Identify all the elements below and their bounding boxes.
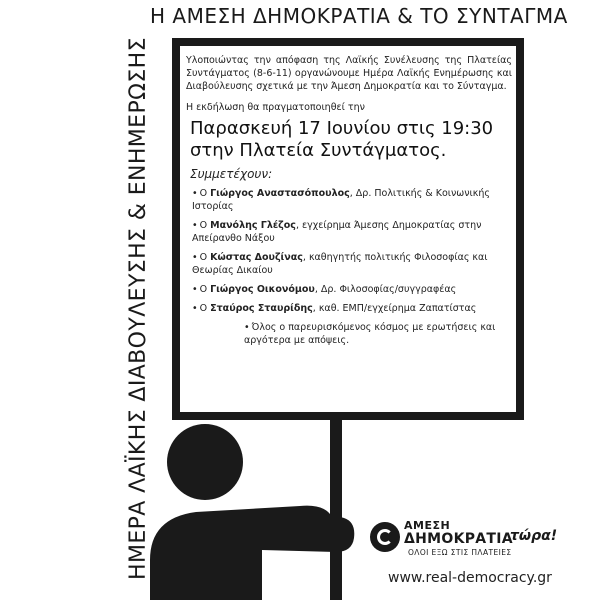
logo-text-dimokratia: ΔΗΜΟΚΡΑΤΙΑ bbox=[404, 531, 513, 547]
participant-role: , καθηγητής πολιτικής Φιλοσοφίας και Θεωρίας Δικαίου bbox=[192, 252, 488, 276]
real-democracy-logo bbox=[370, 518, 590, 564]
participant-role: , καθ. ΕΜΠ/εγχείρημα Ζαπατίστας bbox=[312, 303, 477, 314]
sign-pole bbox=[330, 416, 342, 600]
closing-note: • Όλος ο παρευρισκόμενος κόσμος με ερωτήσεις και αργότερα με απόψεις. bbox=[244, 321, 512, 347]
participant-role: , εγχείρημα Άμεσης Δημοκρατίας στην Απείρανθο Νάξου bbox=[192, 220, 482, 244]
intro-paragraph: Υλοποιώντας την απόφαση της Λαϊκής Συνέλευσης της Πλατείας Συντάγματος (8-6-11) οργανώνουμε Ημέρα Λαϊκής Ενημέρωσης και Διαβούλευσης σχετικά με την Άμεση Δημοκρατία και το Σύνταγμα. bbox=[186, 55, 512, 92]
logo-tagline: ΟΛΟΙ ΕΞΩ ΣΤΙΣ ΠΛΑΤΕΙΕΣ bbox=[408, 548, 512, 557]
figure-head bbox=[167, 424, 243, 500]
logo-text-amesi: ΑΜΕΣΗ bbox=[404, 519, 451, 532]
sign-content bbox=[186, 54, 512, 347]
side-title: ΗΜΕΡΑ ΛΑΪΚΗΣ ΔΙΑΒΟΥΛΕΥΣΗΣ & ΕΝΗΜΕΡΩΣΗΣ bbox=[126, 37, 151, 580]
participant-name: Γιώργος Οικονόμου bbox=[210, 284, 315, 295]
list-item: • Ο Γιώργος Αναστασόπουλος, Δρ. Πολιτικής & Κοινωνικής Ιστορίας bbox=[192, 187, 512, 213]
participant-name: Μανόλης Γλέζος bbox=[210, 220, 296, 231]
poster-title: Η ΑΜΕΣΗ ΔΗΜΟΚΡΑΤΙΑ & ΤΟ ΣΥΝΤΑΓΜΑ bbox=[150, 4, 568, 28]
participant-role: , Δρ. Φιλοσοφίας/συγγραφέας bbox=[314, 284, 457, 295]
participants-list bbox=[186, 187, 512, 315]
event-date-time: Παρασκευή 17 Ιουνίου στις 19:30 bbox=[190, 118, 494, 139]
list-item: • Ο Μανόλης Γλέζος, εγχείρημα Άμεσης Δημοκρατίας στην Απείρανθο Νάξου bbox=[192, 219, 512, 245]
recycle-circle-icon bbox=[370, 522, 400, 552]
participant-name: Γιώργος Αναστασόπουλος bbox=[210, 188, 350, 199]
participant-name: Σταύρος Σταυρίδης bbox=[210, 303, 313, 314]
event-location: στην Πλατεία Συντάγματος. bbox=[190, 140, 447, 161]
list-item: • Ο Γιώργος Οικονόμου, Δρ. Φιλοσοφίας/συγγραφέας bbox=[192, 283, 512, 296]
participant-role: , Δρ. Πολιτικής & Κοινωνικής Ιστορίας bbox=[192, 188, 490, 212]
event-lead: Η εκδήλωση θα πραγματοποιηθεί την bbox=[186, 102, 365, 113]
participants-heading: Συμμετέχουν: bbox=[190, 167, 273, 181]
list-item: • Ο Κώστας Δουζίνας, καθηγητής πολιτικής Φιλοσοφίας και Θεωρίας Δικαίου bbox=[192, 251, 512, 277]
event-headline bbox=[190, 118, 512, 162]
logo-text-tora: τώρα! bbox=[510, 528, 558, 544]
list-item: • Ο Σταύρος Σταυρίδης, καθ. ΕΜΠ/εγχείρημα Ζαπατίστας bbox=[192, 302, 512, 315]
website-link[interactable]: www.real-democracy.gr bbox=[388, 570, 552, 586]
participant-name: Κώστας Δουζίνας bbox=[210, 252, 303, 263]
figure-body bbox=[150, 506, 354, 600]
